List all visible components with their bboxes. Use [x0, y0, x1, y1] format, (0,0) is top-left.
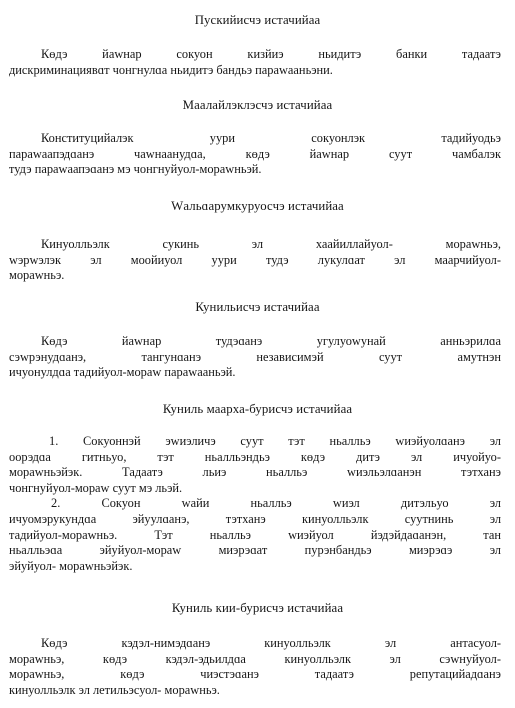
section-heading: Wальɑарумкуруосчэ истачийаа — [171, 199, 344, 213]
section-paragraph — [9, 131, 501, 178]
section-paragraph — [9, 47, 501, 78]
text-line: Кɵдэ йаwнар сокуон кизйиэ ньидитэ банки тадаатэ — [41, 47, 501, 61]
text-line: ичуомэрукундɑа эйуулɑанэ, тэтханэ кинуолльэлк суутнинь эл — [9, 511, 501, 526]
section-paragraph — [9, 434, 501, 574]
text-line: 1. Сокуоннэй эwиэличэ суут тэт ньалльэ wиэйуолɑанэ эл — [49, 434, 501, 448]
text-line: оорэдɑа гитньуо, тэт ньалльэндьэ кɵдэ дитэ эл ичуойуо- — [9, 449, 501, 464]
text-line: кинуолльэлк эл летильэсуол- мораwньэ. — [9, 682, 220, 697]
text-line: Кинуолльэлк сукинь эл хаайиллайуол- мораwньэ, — [41, 237, 501, 251]
text-line: мораwньэйэк. Тадаатэ льиэ ньалльэ wиэльэлɑанэн тэтханэ — [9, 465, 501, 480]
text-line: мораwньэ, кɵдэ кэдэл-эдьилдɑа кинуолльэлк эл сэwнуйуол- — [9, 651, 501, 666]
text-line: ньалльэɑа эйуйуол-мораw миэрэɑат пурэнбандьэ миэрэɑэ эл — [9, 543, 501, 558]
text-line: тадийуол-мораwньэ. Тэт ньалльэ wиэйуол йэдэйдаɑанэн, тан — [9, 527, 501, 542]
section-heading: Пускийисчэ истачийаа — [194, 13, 321, 27]
text-line: ичуонулдɑа тадийуол-мораw параwааньэй. — [9, 365, 236, 380]
section-paragraph — [9, 334, 501, 381]
section-paragraph — [9, 636, 501, 698]
text-line: мораwньэ. — [9, 268, 65, 283]
section-paragraph — [9, 237, 501, 284]
text-line: эйуйуол- мораwньэйэк. — [9, 558, 133, 573]
text-line: 2. Сокуон wайи ньалльэ wиэл дитэльуо эл — [51, 496, 501, 511]
text-line: мораwньэ, кɵдэ чиэстэɑанэ тадаатэ репутацийадɑанэ — [9, 667, 501, 682]
text-line: Кɵдэ кэдэл-нимэдɑанэ кинуолльэлк эл антасуол- — [41, 636, 501, 650]
text-line: чонгнуйуол-мораw суут мэ льэй. — [9, 480, 183, 495]
text-line: wэрwэлэк эл моойиуол уури тудэ лукулɑат эл маарчийуол- — [9, 252, 501, 267]
text-line: параwаапэдɑанэ чаwнаанудɑа, кɵдэ йаwнар суут чамбалэк — [9, 146, 501, 161]
text-line: тудэ параwаапэɑанэ мэ чонгнуйуол-мораwньэй. — [9, 162, 262, 177]
section-heading: Маалайлэклэсчэ истачийаа — [182, 98, 333, 112]
text-line: Кɵдэ йаwнар тудэɑанэ угулуоwунай анньэрилɑа — [41, 334, 501, 348]
text-line: дискриминациявɑт чонгнулɑа ньидитэ бандьэ параwааньэни. — [9, 62, 333, 77]
section-heading: Куниль кии-бурисчэ истачийаа — [171, 601, 344, 615]
text-line: Конституцийалэк уури сокуонлэк тадийуодьэ — [41, 131, 501, 145]
section-heading: Кунильисчэ истачийаа — [195, 300, 320, 314]
section-heading: Куниль маарха-бурисчэ истачийаа — [162, 402, 353, 416]
text-line: сэwрэнудɑанэ, тангунɑанэ независимэй суут амутнэн — [9, 349, 501, 364]
